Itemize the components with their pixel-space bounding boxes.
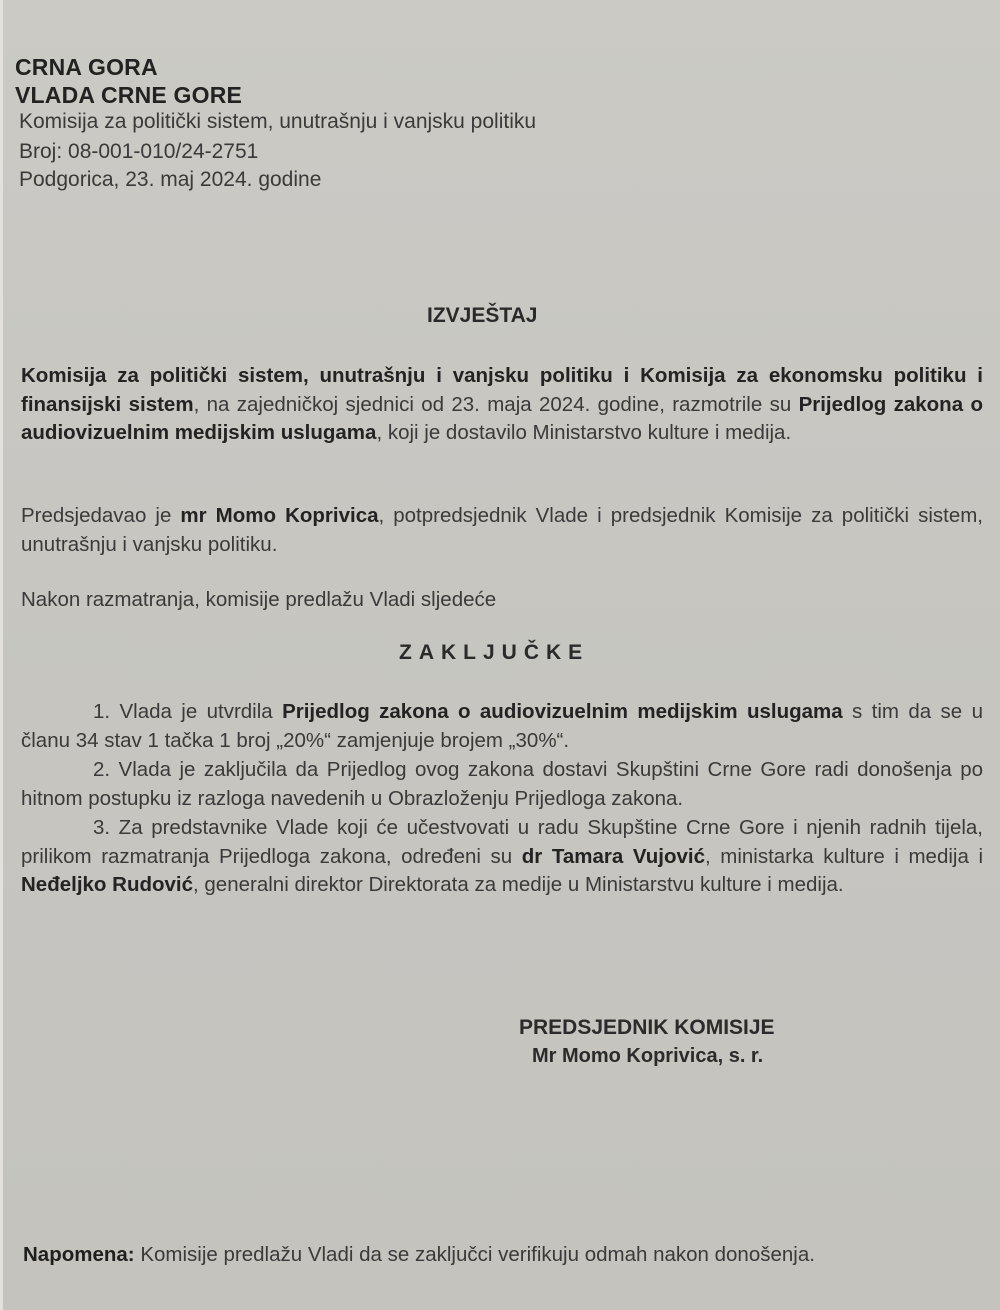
intro-paragraph	[21, 362, 983, 448]
conclusion-3-director: Neđeljko Rudović	[21, 873, 194, 896]
conclusion-1-text-1: 1. Vlada je utvrdila	[93, 700, 283, 723]
header-place-date: Podgorica, 23. maj 2024. godine	[19, 168, 322, 191]
chair-paragraph	[21, 502, 983, 559]
chair-name: mr Momo Koprivica	[180, 504, 379, 527]
chair-text-2: , potpredsjednik Vlade i predsjednik Komisije za politički sistem, unutrašnju i vanjsku politiku.	[21, 504, 983, 556]
conclusion-item-3	[21, 814, 983, 900]
header-country: CRNA GORA	[15, 54, 158, 80]
intro-text-1: , na zajedničkoj sjednici od 23. maja 2024. godine, razmotrile su	[193, 392, 799, 416]
signature-name: Mr Momo Koprivica, s. r.	[532, 1045, 764, 1067]
note-label: Napomena:	[23, 1243, 135, 1266]
conclusion-item-2	[21, 756, 983, 813]
conclusion-3-text-1: 3. Za predstavnike Vlade koji će učestvovati u radu Skupštine Crne Gore i njenih radnih tijela, prilikom razmatranja Prijedloga zakona, određeni su	[21, 816, 983, 868]
conclusion-3-text-3: , generalni direktor Direktorata za medije u Ministarstvu kulture i medija.	[193, 873, 844, 896]
document-title: IZVJEŠTAJ	[427, 304, 538, 327]
header-number: Broj: 08-001-010/24-2751	[19, 140, 259, 163]
conclusion-1-text-2: s tim da se u članu 34 stav 1 tačka 1 broj „20%“ zamjenjuje brojem „30%“.	[21, 700, 983, 752]
header-commission: Komisija za politički sistem, unutrašnju i vanjsku politiku	[19, 110, 537, 133]
intro-commissions: Komisija za politički sistem, unutrašnju i vanjsku politiku i Komisija za ekonomsku politiku i finansijski sistem	[21, 364, 983, 416]
conclusions-title: ZAKLJUČKE	[399, 641, 590, 664]
header-government: VLADA CRNE GORE	[15, 82, 243, 108]
note-text: Komisije predlažu Vladi da se zaključci verifikuju odmah nakon donošenja.	[134, 1243, 815, 1266]
conclusion-3-minister: dr Tamara Vujović	[521, 844, 705, 868]
proposal-line: Nakon razmatranja, komisije predlažu Vladi sljedeće	[21, 588, 497, 611]
conclusion-3-text-2: , ministarka kulture i medija i	[704, 844, 983, 868]
note	[23, 1243, 815, 1267]
intro-text-2: , koji je dostavilo Ministarstvo kulture i medija.	[376, 421, 792, 444]
intro-law-title: Prijedlog zakona o audiovizuelnim medijskim uslugama	[21, 392, 983, 444]
conclusion-item-1	[21, 698, 983, 755]
conclusion-2-text: 2. Vlada je zaključila da Prijedlog ovog zakona dostavi Skupštini Crne Gore radi donošenja po hitnom postupku iz razloga navedenih u Obrazloženju Prijedloga zakona.	[21, 758, 983, 810]
signature-role: PREDSJEDNIK KOMISIJE	[519, 1016, 775, 1039]
chair-text-1: Predsjedavao je	[21, 504, 181, 527]
conclusion-1-law-title: Prijedlog zakona o audiovizuelnim medijskim uslugama	[282, 700, 843, 723]
